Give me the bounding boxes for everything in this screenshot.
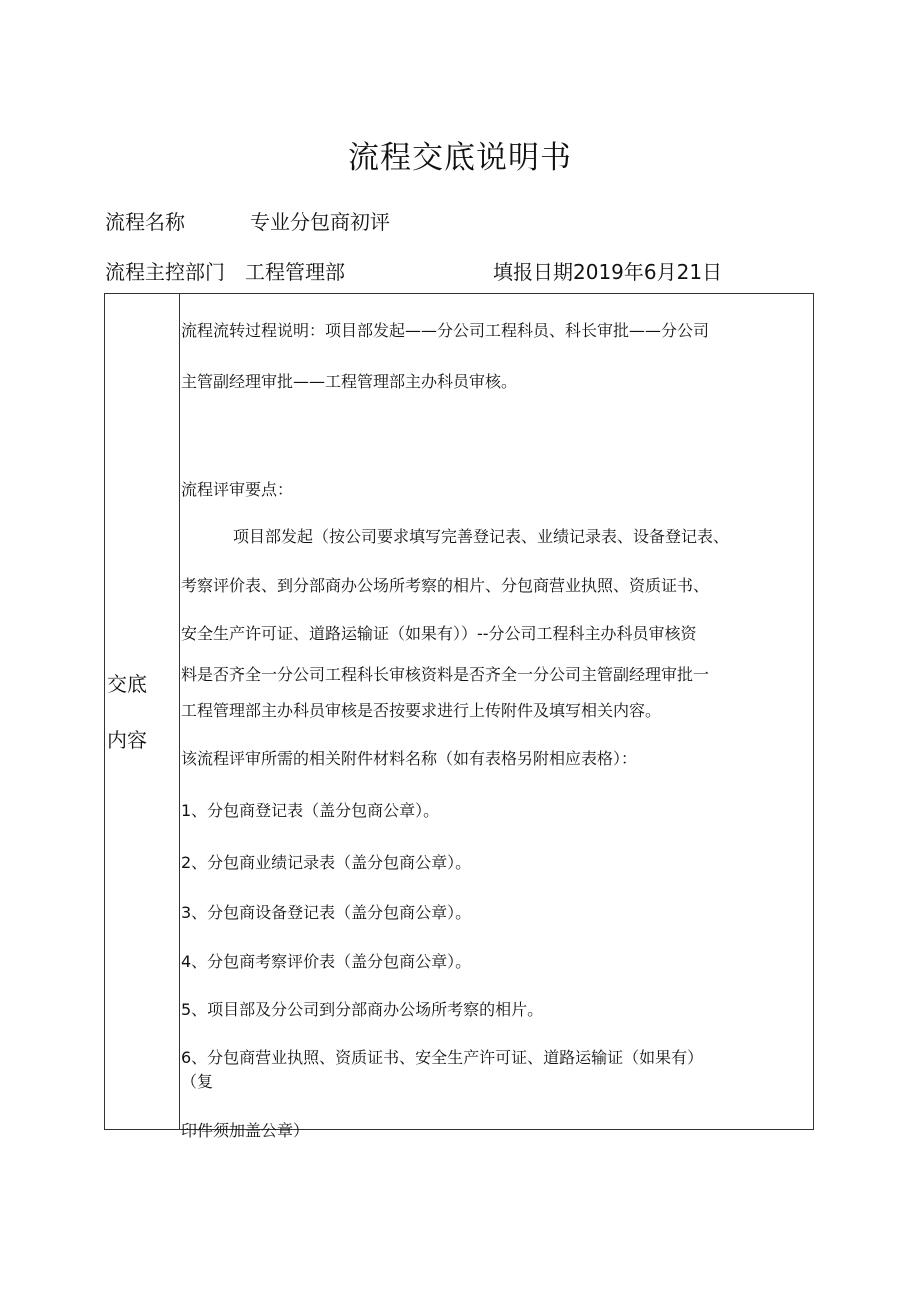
- attachments-heading: 该流程评审所需的相关附件材料名称（如有表格另附相应表格）：: [181, 749, 638, 768]
- attachment-item: 6、分包商营业执照、资质证书、安全生产许可证、道路运输证（如果有）: [181, 1048, 704, 1067]
- attachment-item: 5、项目部及分公司到分部商办公场所考察的相片。: [181, 1000, 544, 1019]
- column-divider: [179, 294, 180, 1129]
- review-point-line: 考察评价表、到分部商办公场所考察的相片、分包商营业执照、资质证书、: [181, 576, 710, 595]
- handover-table: [104, 293, 814, 1140]
- review-points-heading: 流程评审要点：: [181, 480, 294, 499]
- attachment-item: 3、分包商设备登记表（盖分包商公章）。: [181, 903, 472, 922]
- attachment-item: 4、分包商考察评价表（盖分包商公章）。: [181, 952, 472, 971]
- flow-description-line: 流程流转过程说明：项目部发起——分公司工程科员、科长审批——分公司: [181, 321, 710, 340]
- content-cell: [181, 294, 813, 1140]
- review-point-line: 项目部发起（按公司要求填写完善登记表、业绩记录表、设备登记表、: [233, 527, 730, 546]
- dept-label: 流程主控部门: [105, 260, 225, 284]
- attachment-item-continuation: （复: [181, 1072, 214, 1091]
- review-point-line: 工程管理部主办科员审核是否按要求进行上传附件及填写相关内容。: [181, 701, 662, 720]
- dept-value: 工程管理部: [245, 260, 345, 284]
- attachment-item: 1、分包商登记表（盖分包商公章）。: [181, 801, 440, 820]
- attachment-item: 2、分包商业绩记录表（盖分包商公章）。: [181, 853, 472, 872]
- date-value: 2019年6月21日: [573, 260, 723, 284]
- date-label: 填报日期: [493, 260, 573, 284]
- attachment-item-continuation: 印件须加盖公章）: [181, 1121, 310, 1140]
- flow-description-line: 主管副经理审批——工程管理部主办科员审核。: [181, 372, 518, 391]
- review-point-line: 安全生产许可证、道路运输证（如果有））--分公司工程科主办科员审核资: [181, 624, 697, 643]
- document-title: 流程交底说明书: [348, 140, 572, 176]
- flow-name-label: 流程名称: [105, 210, 185, 234]
- report-date: [493, 256, 722, 285]
- row-label-line1: 交底: [107, 672, 147, 696]
- review-point-line: 料是否齐全一分公司工程科长审核资料是否齐全一分公司主管副经理审批一: [181, 665, 710, 684]
- row-label-line2: 内容: [107, 728, 147, 752]
- flow-name-value: 专业分包商初评: [250, 210, 390, 234]
